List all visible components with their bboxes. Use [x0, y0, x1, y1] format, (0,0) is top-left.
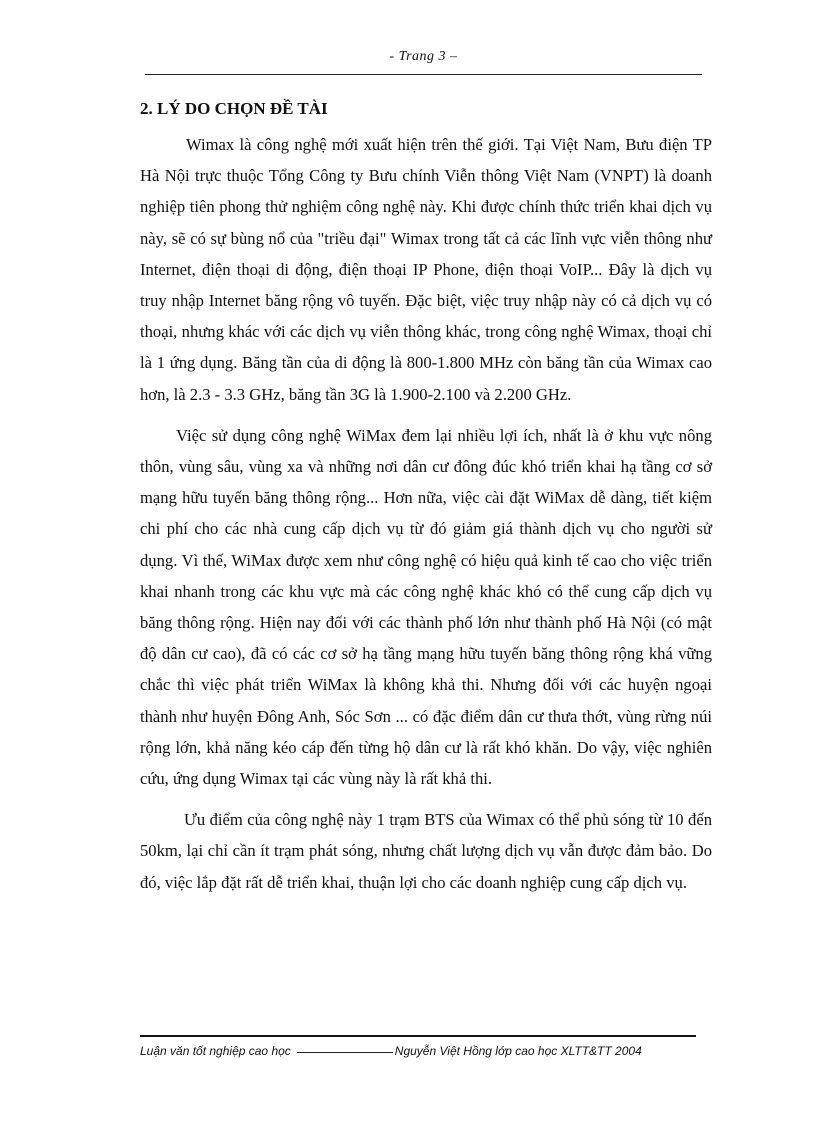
page-footer	[140, 1044, 700, 1058]
body-text	[140, 129, 712, 898]
footer-thesis-label: Luận văn tốt nghiệp cao học	[140, 1044, 291, 1058]
paragraph-1: Wimax là công nghệ mới xuất hiện trên thế giới. Tại Việt Nam, Bưu điện TP Hà Nội trực thuộc Tổng Công ty Bưu chính Viễn thông Việt Nam (VNPT) là doanh nghiệp tiên phong thử nghiệm công nghệ này. Khi được chính thức triển khai dịch vụ này, sẽ có sự bùng nổ của "triều đại" Wimax trong tất cả các lĩnh vực viễn thông như Internet, điện thoại di động, điện thoại IP Phone, điện thoại VoIP... Đây là dịch vụ truy nhập Internet băng rộng vô tuyến. Đặc biệt, việc truy nhập này có cả dịch vụ có thoại, nhưng khác với các dịch vụ viễn thông khác, trong công nghệ Wimax, thoại chỉ là 1 ứng dụng. Băng tần của di động là 800-1.800 MHz còn băng tần của Wimax cao hơn, là 2.3 - 3.3 GHz, băng tần 3G là 1.900-2.100 và 2.200 GHz.	[140, 135, 712, 404]
footer-author-label: Nguyễn Việt Hồng lớp cao học XLTT&TT 2004	[394, 1044, 642, 1058]
header-divider	[145, 74, 702, 75]
footer-divider	[140, 1035, 696, 1037]
page-number-label: - Trang 3 –	[389, 49, 458, 64]
section-title: 2. LÝ DO CHỌN ĐỀ TÀI	[140, 99, 328, 118]
footer-dash	[297, 1052, 393, 1053]
page-header	[145, 49, 702, 65]
paragraph-2: Việc sử dụng công nghệ WiMax đem lại nhiều lợi ích, nhất là ở khu vực nông thôn, vùng sâu, vùng xa và những nơi dân cư đông đúc khó triển khai hạ tầng cơ sở mạng hữu tuyến băng thông rộng... Hơn nữa, việc cài đặt WiMax dễ dàng, tiết kiệm chi phí cho các nhà cung cấp dịch vụ từ đó giảm giá thành dịch vụ cho người sử dụng. Vì thế, WiMax được xem như công nghệ có hiệu quả kinh tế cao cho việc triển khai nhanh trong các khu vực mà các công nghệ khác khó có thể cung cấp dịch vụ băng thông rộng. Hiện nay đối với các thành phố lớn như thành phố Hà Nội (có mật độ dân cư cao), đã có các cơ sở hạ tầng mạng hữu tuyến băng thông rộng khá vững chắc thì việc phát triển WiMax là không khả thi. Nhưng đối với các huyện ngoại thành như huyện Đông Anh, Sóc Sơn ... có đặc điểm dân cư thưa thớt, vùng rừng núi rộng lớn, khả năng kéo cáp đến từng hộ dân cư là rất khó khăn. Do vậy, việc nghiên cứu, ứng dụng Wimax tại các vùng này là rất khả thi.	[140, 425, 712, 789]
paragraph-3: Ưu điểm của công nghệ này 1 trạm BTS của Wimax có thể phủ sóng từ 10 đến 50km, lại chỉ cần ít trạm phát sóng, nhưng chất lượng dịch vụ vẫn được đảm bảo. Do đó, việc lắp đặt rất dễ triển khai, thuận lợi cho các doanh nghiệp cung cấp dịch vụ.	[140, 810, 712, 892]
